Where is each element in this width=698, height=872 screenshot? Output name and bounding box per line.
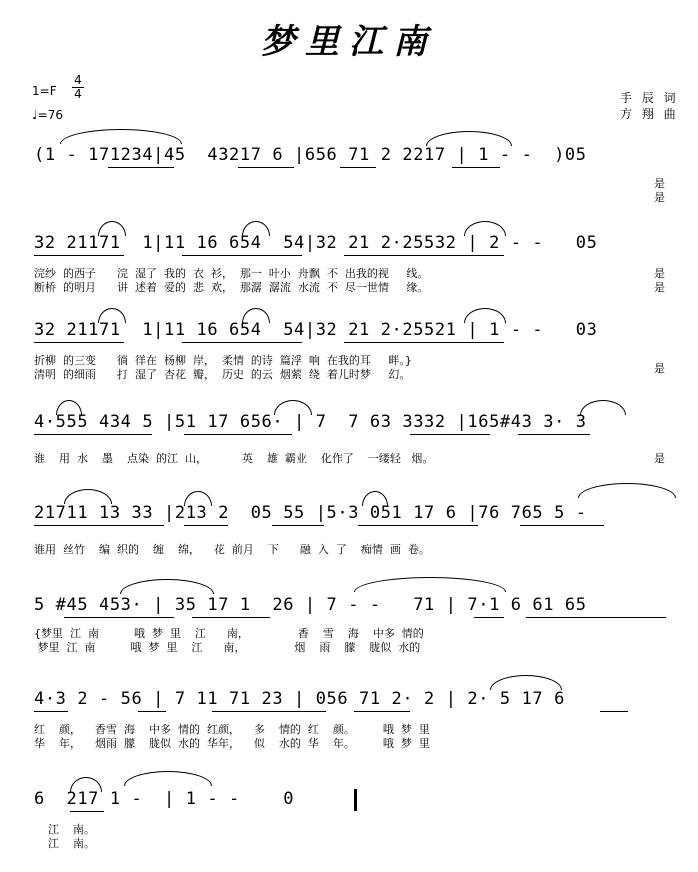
lyrics-block <box>34 267 428 295</box>
lyric-verse-2: 断桥 的明月 讲 述着 爱的 悲 欢， 那潺 潺流 水流 不 尽一世情 缘。 <box>34 281 429 294</box>
beam <box>344 255 504 256</box>
slur <box>274 400 312 415</box>
lyric-verse-1: 红 颜， 香雪 海 中多 情的 红颜， 多 情的 红 颜。 哦 梦 里 <box>34 723 430 736</box>
score-row-6 <box>34 595 674 655</box>
lyrics-block <box>34 723 430 751</box>
score-row-7 <box>34 689 674 749</box>
beam <box>344 342 504 343</box>
beam <box>410 434 490 435</box>
beam <box>34 525 164 526</box>
beam <box>526 617 666 618</box>
notes-line: 4·555 434 5 |51 17 656· | 7 7 63 3332 |165#43 3· 3 <box>34 412 587 432</box>
slur <box>242 221 270 236</box>
slur <box>70 777 102 792</box>
beam <box>474 617 504 618</box>
slur <box>120 579 214 594</box>
slur <box>124 771 212 786</box>
beam <box>340 167 376 168</box>
beam <box>138 711 166 712</box>
beam <box>452 167 500 168</box>
tempo-marking: ♩=76 <box>32 108 63 122</box>
lyric-verse-1: {梦里 江 南 哦 梦 里 江 南， 香 雪 海 中多 情的 <box>34 627 424 640</box>
beam <box>518 434 590 435</box>
slur <box>580 400 626 415</box>
lyric-verse-1: 谁用 丝竹 编 织的 缠 绵， 花 前月 下 融 入 了 痴情 画 卷。 <box>34 543 430 556</box>
beam <box>192 617 270 618</box>
slur <box>184 491 212 506</box>
lyrics-block <box>34 627 424 655</box>
lyric-verse-1: 江 南。 <box>34 823 95 836</box>
score-row-4 <box>34 412 674 472</box>
meter-top: 4 <box>74 73 82 87</box>
slur <box>98 221 126 236</box>
notes-line: 6 217 1 - | 1 - - 0 <box>34 789 295 809</box>
side-lyric-1: 是 <box>654 267 665 280</box>
beam <box>358 525 478 526</box>
slur <box>490 675 562 690</box>
slur <box>60 129 182 144</box>
slur <box>64 489 112 504</box>
side-lyric-1: 是 <box>654 177 665 190</box>
slur <box>464 308 506 323</box>
beam <box>520 525 604 526</box>
slur <box>426 131 512 146</box>
beam <box>600 711 628 712</box>
side-lyric <box>654 177 665 205</box>
side-lyric-2: 是 <box>654 191 665 204</box>
beam <box>184 434 292 435</box>
meter-bottom: 4 <box>72 87 84 101</box>
beam <box>354 711 410 712</box>
slur <box>56 400 82 415</box>
beam <box>272 525 324 526</box>
credits <box>620 90 679 122</box>
slur <box>242 308 270 323</box>
slur <box>464 221 506 236</box>
key-signature: 1=F <box>32 84 57 98</box>
time-signature <box>72 74 84 101</box>
lyricist-credit: 手 辰 词 <box>620 91 679 105</box>
lyric-verse-1: 折柳 的三变 徜 徉在 杨柳 岸， 柔情 的诗 篇浮 响 在我的耳 畔。} <box>34 354 412 367</box>
slur <box>98 308 126 323</box>
notes-line: 4·3 2 - 56 | 7 11 71 23 | 056 71 2· 2 | 2· 5 17 6 <box>34 689 565 709</box>
beam <box>64 617 174 618</box>
side-lyric: 是 <box>654 362 665 375</box>
score-row-1 <box>34 145 674 205</box>
slur <box>578 483 676 498</box>
lyric-verse-2: 华 年， 烟雨 朦 胧似 水的 华年， 似 水的 华 年。 哦 梦 里 <box>34 737 430 750</box>
composer-credit: 方 翔 曲 <box>620 107 679 121</box>
slur <box>362 491 388 506</box>
beam <box>212 711 326 712</box>
beam <box>182 342 302 343</box>
notes-line: 21711 13 33 |213 2 05 55 |5·3 051 17 6 |76 765 5 - <box>34 503 587 523</box>
slur <box>354 577 506 592</box>
lyrics-block <box>34 354 412 382</box>
beam <box>34 255 124 256</box>
lyric-verse-2: 梦里 江 南 哦 梦 里 江 南， 烟 雨 朦 胧似 水的 <box>34 641 421 654</box>
score-row-3 <box>34 320 674 380</box>
side-lyric-2: 是 <box>654 281 665 294</box>
lyric-verse-2: 清明 的细雨 打 湿了 杏花 瓣， 历史 的云 烟萦 绕 着儿时梦 幻。 <box>34 368 411 381</box>
lyric-verse-1: 浣纱 的西子 浣 湿了 我的 衣 衫， 那一 叶小 舟飘 不 出我的视 线。 <box>34 267 429 280</box>
beam <box>34 434 152 435</box>
lyrics-block <box>34 823 95 851</box>
side-lyric <box>654 267 665 295</box>
lyric-verse-2: 江 南。 <box>34 837 95 850</box>
score-row-8 <box>34 789 674 849</box>
beam <box>184 525 228 526</box>
notes-line: 5 #45 453· | 35 17 1 26 | 7 - - 71 | 7·1 6 61 65 <box>34 595 587 615</box>
beam <box>108 167 174 168</box>
score-row-2 <box>34 233 674 293</box>
beam <box>70 811 104 812</box>
beam <box>34 711 68 712</box>
side-lyric: 是 <box>654 452 665 465</box>
song-title: 梦里江南 <box>261 22 437 62</box>
lyric-verse-1: 谁 用 水 墨 点染 的江 山， 英 雄 霸业 化作了 一缕轻 烟。 <box>34 452 434 465</box>
notes-line: 32 21171 1|11 16 654 54|32 21 2·25532 | 2 - - 05 <box>34 233 598 253</box>
score-row-5 <box>34 503 674 563</box>
notes-line: (1 - 171234|45 43217 6 |656 71 2 2217 | 1 - - )05 <box>34 145 587 165</box>
beam <box>34 342 124 343</box>
final-barline <box>354 789 357 811</box>
beam <box>182 255 302 256</box>
beam <box>238 167 294 168</box>
notes-line: 32 21171 1|11 16 654 54|32 21 2·25521 | 1 - - 03 <box>34 320 598 340</box>
